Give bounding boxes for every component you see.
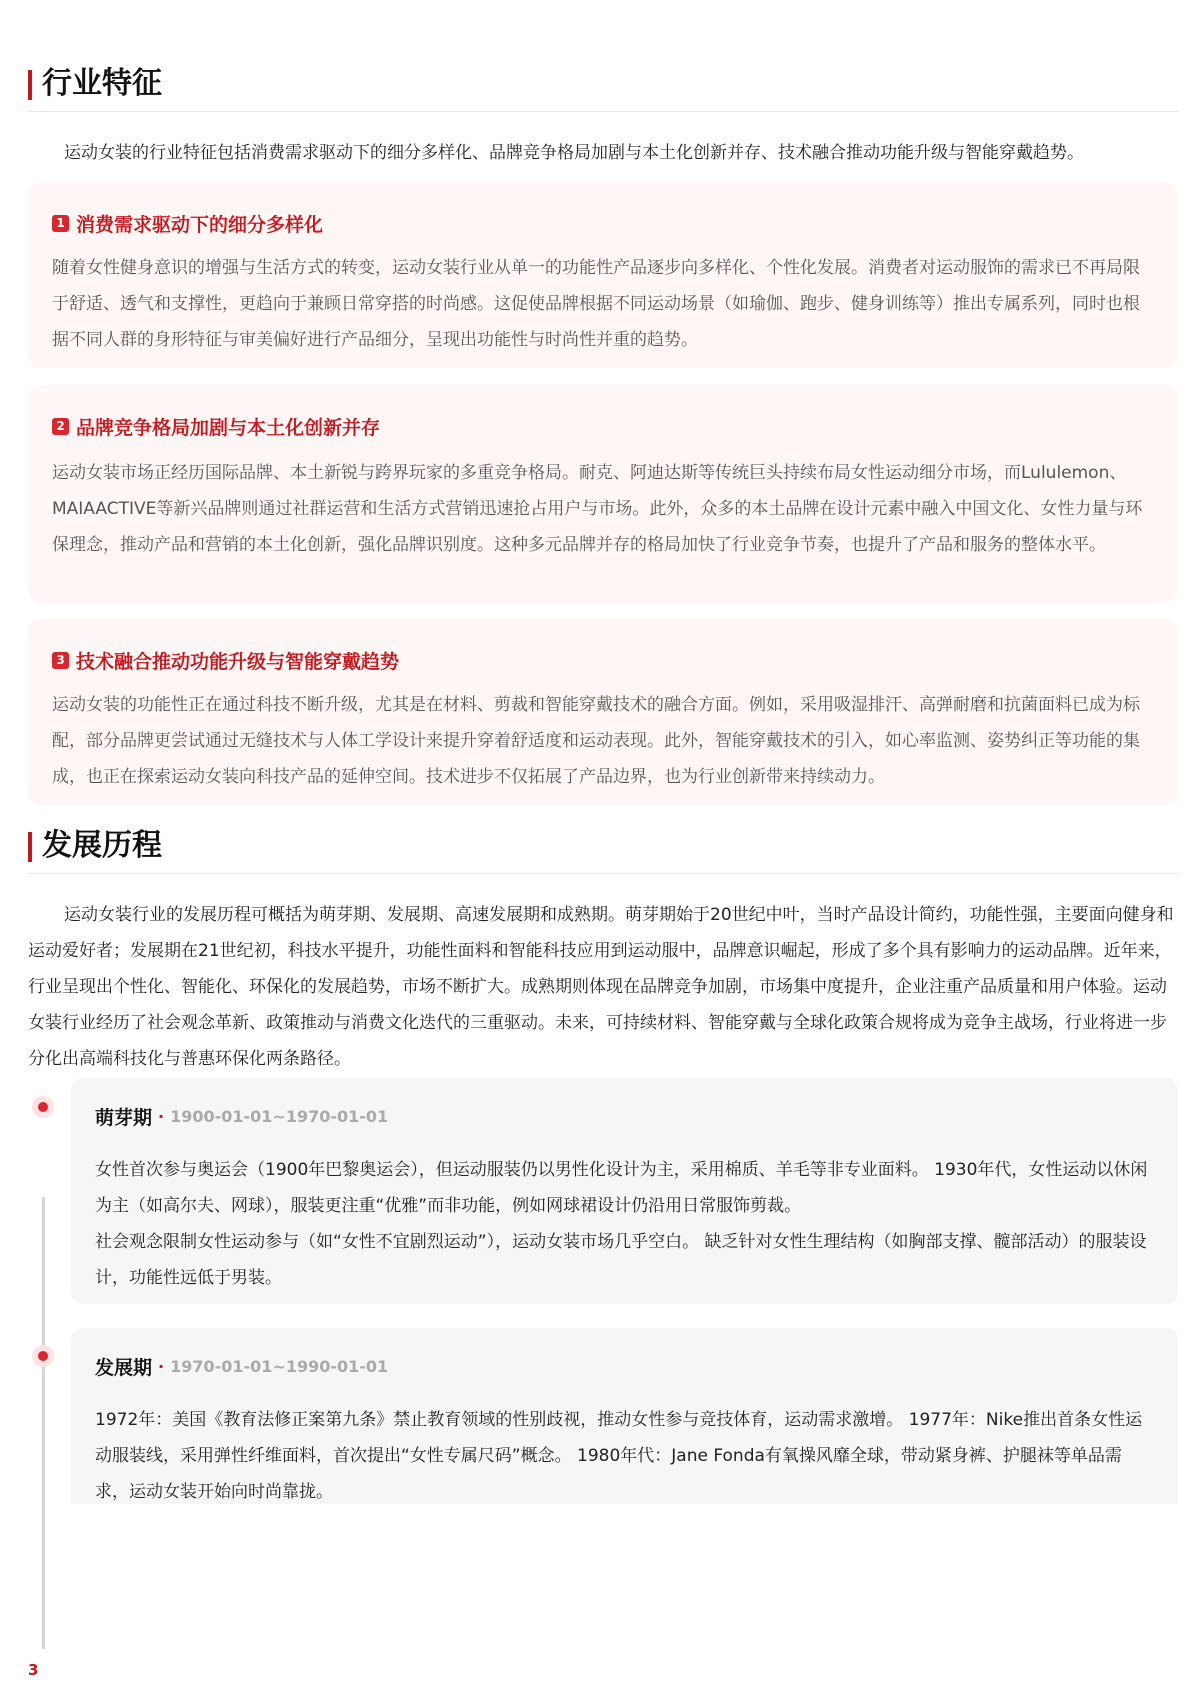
timeline-separator: · <box>158 1106 165 1126</box>
timeline-title: 发展期 <box>95 1356 153 1379</box>
timeline-body <box>95 1152 1154 1296</box>
card-title: 消费需求驱动下的细分多样化 <box>76 213 324 236</box>
timeline-card-growth <box>71 1328 1178 1504</box>
card-header <box>52 208 1156 238</box>
timeline-paragraph: 社会观念限制女性运动参与（如“女性不宜剧烈运动”），运动女装市场几乎空白。 缺乏针对女性生理结构（如胸部支撑、髋部活动）的服装设计，功能性远低于男装。 <box>95 1232 1147 1288</box>
timeline-line <box>42 1197 45 1649</box>
section-title: 行业特征 <box>42 66 162 101</box>
section-title: 发展历程 <box>42 828 162 863</box>
section-header-industry <box>28 60 1178 112</box>
number-badge: 2 <box>52 418 69 435</box>
timeline-date: 1970-01-01~1990-01-01 <box>170 1356 389 1376</box>
section-accent-bar <box>28 70 32 100</box>
card-body: 运动女装市场正经历国际品牌、本土新锐与跨界玩家的多重竞争格局。耐克、阿迪达斯等传统巨头持续布局女性运动细分市场，而Lululemon、MAIAACTIVE等新兴品牌则通过社群运营和生活方式营销迅速抢占用户与市场。此外，众多的本土品牌在设计元素中融入中国文化、女性力量与环保理念，推动产品和营销的本土化创新，强化品牌识别度。这种多元品牌并存的格局加快了行业竞争节奏，也提升了产品和服务的整体水平。 <box>52 463 1143 555</box>
section-header-history <box>28 822 1178 874</box>
section-intro: 运动女装行业的发展历程可概括为萌芽期、发展期、高速发展期和成熟期。萌芽期始于20世纪中叶，当时产品设计简约，功能性强，主要面向健身和运动爱好者；发展期在21世纪初，科技水平提升，功能性面料和智能科技应用到运动服中，品牌意识崛起，形成了多个具有影响力的运动品牌。近年来，行业呈现出个性化、智能化、环保化的发展趋势，市场不断扩大。成熟期则体现在品牌竞争加剧，市场集中度提升，企业注重产品质量和用户体验。运动女装行业经历了社会观念革新、政策推动与消费文化迭代的三重驱动。未来，可持续材料、智能穿戴与全球化政策合规将成为竞争主战场，行业将进一步分化出高端科技化与普惠环保化两条路径。 <box>28 905 1174 1069</box>
number-badge: 1 <box>52 215 69 232</box>
timeline-header <box>95 1350 1154 1382</box>
timeline-dot <box>32 1345 54 1367</box>
card-header <box>52 645 1156 675</box>
timeline-body: 1972年：美国《教育法修正案第九条》禁止教育领域的性别歧视，推动女性参与竞技体育，运动需求激增。 1977年：Nike推出首条女性运动服装线，采用弹性纤维面料，首次提出“女性专属尺码”概念。 1980年代：Jane Fonda有氧操风靡全球，带动紧身裤、护腿袜等单品需求，运动女装开始向时尚靠拢。 <box>95 1410 1143 1502</box>
feature-card-3 <box>28 619 1178 805</box>
timeline-title: 萌芽期 <box>95 1106 153 1129</box>
timeline-separator: · <box>158 1356 165 1376</box>
section-accent-bar <box>28 832 32 862</box>
number-badge: 3 <box>52 652 69 669</box>
section-intro: 运动女装的行业特征包括消费需求驱动下的细分多样化、品牌竞争格局加剧与本土化创新并存、技术融合推动功能升级与智能穿戴趋势。 <box>64 143 1084 163</box>
timeline-date: 1900-01-01~1970-01-01 <box>170 1106 389 1126</box>
timeline-dot <box>32 1096 54 1118</box>
feature-card-2 <box>28 385 1178 603</box>
card-title: 技术融合推动功能升级与智能穿戴趋势 <box>76 650 400 673</box>
feature-card-1 <box>28 182 1178 368</box>
card-title: 品牌竞争格局加剧与本土化创新并存 <box>76 416 381 439</box>
timeline-paragraph: 女性首次参与奥运会（1900年巴黎奥运会），但运动服装仍以男性化设计为主，采用棉质、羊毛等非专业面料。 1930年代，女性运动以休闲为主（如高尔夫、网球），服装更注重“优雅”而非功能，例如网球裙设计仍沿用日常服饰剪裁。 <box>95 1160 1148 1216</box>
card-header <box>52 411 1156 441</box>
card-body: 随着女性健身意识的增强与生活方式的转变，运动女装行业从单一的功能性产品逐步向多样化、个性化发展。消费者对运动服饰的需求已不再局限于舒适、透气和支撑性，更趋向于兼顾日常穿搭的时尚感。这促使品牌根据不同运动场景（如瑜伽、跑步、健身训练等）推出专属系列，同时也根据不同人群的身形特征与审美偏好进行产品细分，呈现出功能性与时尚性并重的趋势。 <box>52 258 1140 350</box>
card-body: 运动女装的功能性正在通过科技不断升级，尤其是在材料、剪裁和智能穿戴技术的融合方面。例如，采用吸湿排汗、高弹耐磨和抗菌面料已成为标配，部分品牌更尝试通过无缝技术与人体工学设计来提升穿着舒适度和运动表现。此外，智能穿戴技术的引入，如心率监测、姿势纠正等功能的集成，也正在探索运动女装向科技产品的延伸空间。技术进步不仅拓展了产品边界，也为行业创新带来持续动力。 <box>52 695 1140 787</box>
page-number: 3 <box>28 1661 39 1679</box>
timeline-header <box>95 1100 1154 1132</box>
timeline-card-sprout <box>71 1078 1178 1304</box>
